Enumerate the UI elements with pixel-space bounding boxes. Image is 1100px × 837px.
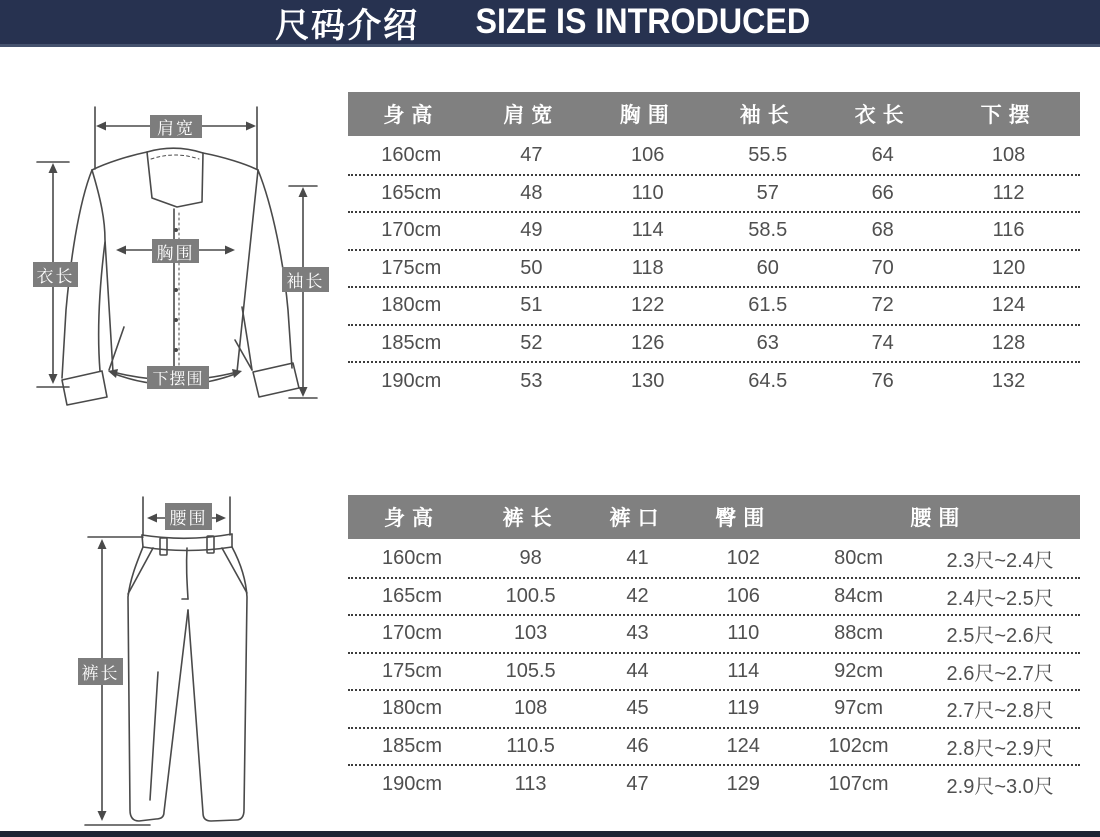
cell: 129 <box>726 773 760 796</box>
footer-bar <box>0 831 1100 837</box>
table-row <box>348 176 1080 214</box>
pants-table-header <box>348 495 1080 539</box>
cell: 80cm <box>834 547 883 570</box>
cell: 119 <box>727 697 760 720</box>
cell: 124 <box>991 294 1026 317</box>
column-header: 身高 <box>384 507 441 530</box>
label-shoulder-width: 肩宽 <box>150 115 202 138</box>
cell: 64 <box>871 144 894 167</box>
cell: 66 <box>871 181 894 204</box>
cell: 120 <box>991 256 1026 279</box>
cell: 124 <box>726 734 760 757</box>
cell: 165cm <box>382 584 443 607</box>
cell: 64.5 <box>748 370 788 393</box>
cell: 2.4尺~2.5尺 <box>946 587 1054 610</box>
cell: 88cm <box>834 622 883 645</box>
column-header: 腰围 <box>910 507 967 530</box>
cell: 48 <box>520 181 543 204</box>
cell: 41 <box>626 547 649 570</box>
cell: 53 <box>520 370 543 393</box>
cell: 52 <box>520 331 543 354</box>
cell: 102cm <box>828 734 889 757</box>
cell: 180cm <box>381 294 442 317</box>
cell: 98 <box>519 547 542 570</box>
table-row <box>348 541 1080 579</box>
column-header: 胸围 <box>619 104 676 127</box>
table-row <box>348 691 1080 729</box>
cell: 55.5 <box>748 144 788 167</box>
cell: 47 <box>626 773 649 796</box>
table-row <box>348 654 1080 692</box>
cell: 170cm <box>382 622 443 645</box>
label-sleeve-length: 袖长 <box>282 267 329 292</box>
pants-measurement-figure <box>60 482 350 834</box>
cell: 108 <box>513 697 548 720</box>
cell: 45 <box>626 697 649 720</box>
cell: 118 <box>631 256 664 279</box>
cell: 108 <box>991 144 1026 167</box>
label-garment-length: 衣长 <box>33 262 78 287</box>
cell: 2.9尺~3.0尺 <box>946 776 1054 799</box>
cell: 130 <box>631 370 665 393</box>
table-row <box>348 213 1080 251</box>
cell: 2.5尺~2.6尺 <box>946 625 1054 648</box>
cell: 128 <box>991 331 1026 354</box>
cell: 112 <box>992 181 1025 204</box>
cell: 105.5 <box>505 659 556 682</box>
cell: 132 <box>991 370 1026 393</box>
cell: 42 <box>626 584 649 607</box>
cell: 106 <box>726 584 760 607</box>
cell: 185cm <box>382 734 443 757</box>
cell: 110.5 <box>506 734 555 757</box>
column-header: 下摆 <box>980 104 1037 127</box>
title-chinese: 尺码介绍 <box>275 6 420 45</box>
cell: 106 <box>631 144 665 167</box>
cell: 68 <box>871 219 894 242</box>
cell: 160cm <box>382 547 443 570</box>
cell: 2.3尺~2.4尺 <box>946 550 1054 573</box>
cell: 2.6尺~2.7尺 <box>946 662 1054 685</box>
cell: 49 <box>520 219 543 242</box>
cell: 102 <box>726 547 760 570</box>
cell: 2.8尺~2.9尺 <box>946 737 1054 760</box>
cell: 60 <box>756 256 779 279</box>
cell: 70 <box>871 256 894 279</box>
label-hem: 下摆围 <box>147 366 209 389</box>
cell: 97cm <box>834 697 883 720</box>
cell: 113 <box>514 773 547 796</box>
shirt-size-table <box>348 92 1080 401</box>
cell: 185cm <box>381 331 442 354</box>
cell: 110 <box>631 181 664 204</box>
cell: 63 <box>756 331 779 354</box>
table-row <box>348 326 1080 364</box>
table-row <box>348 729 1080 767</box>
shirt-measurement-figure <box>8 55 348 420</box>
cell: 100.5 <box>505 584 556 607</box>
cell: 50 <box>520 256 543 279</box>
cell: 107cm <box>828 773 889 796</box>
cell: 160cm <box>381 144 442 167</box>
cell: 74 <box>871 331 894 354</box>
label-pants-length: 裤长 <box>78 658 123 685</box>
cell: 114 <box>631 219 664 242</box>
table-row <box>348 363 1080 401</box>
pants-size-table <box>348 495 1080 804</box>
cell: 116 <box>992 219 1025 242</box>
column-header: 袖长 <box>739 104 796 127</box>
cell: 51 <box>520 294 543 317</box>
title-english: SIZE IS INTRODUCED <box>475 2 811 41</box>
cell: 57 <box>756 181 779 204</box>
table-row <box>348 288 1080 326</box>
label-waist: 腰围 <box>165 503 212 530</box>
shirt-table-body <box>348 138 1080 401</box>
cell: 190cm <box>381 370 442 393</box>
table-row <box>348 138 1080 176</box>
cell: 92cm <box>834 659 883 682</box>
cell: 170cm <box>381 219 442 242</box>
cell: 126 <box>631 331 665 354</box>
column-header: 裤长 <box>502 507 559 530</box>
table-row <box>348 616 1080 654</box>
label-chest: 胸围 <box>152 239 199 263</box>
column-header: 肩宽 <box>503 104 560 127</box>
column-header: 身高 <box>383 104 440 127</box>
cell: 61.5 <box>748 294 788 317</box>
cell: 190cm <box>382 773 443 796</box>
cell: 103 <box>513 622 548 645</box>
column-header: 衣长 <box>854 104 911 127</box>
cell: 58.5 <box>748 219 788 242</box>
shirt-table-header <box>348 92 1080 136</box>
cell: 165cm <box>381 181 442 204</box>
table-row <box>348 766 1080 804</box>
cell: 175cm <box>381 256 442 279</box>
cell: 44 <box>626 659 649 682</box>
header-banner <box>0 0 1100 47</box>
cell: 47 <box>520 144 543 167</box>
cell: 175cm <box>382 659 443 682</box>
pants-table-body <box>348 541 1080 804</box>
column-header: 裤口 <box>609 507 666 530</box>
column-header: 臀围 <box>715 507 772 530</box>
cell: 180cm <box>382 697 443 720</box>
cell: 43 <box>626 622 649 645</box>
table-row <box>348 579 1080 617</box>
cell: 84cm <box>834 584 883 607</box>
cell: 114 <box>727 659 760 682</box>
cell: 110 <box>727 622 760 645</box>
cell: 76 <box>871 370 894 393</box>
cell: 46 <box>626 734 649 757</box>
cell: 2.7尺~2.8尺 <box>946 700 1054 723</box>
cell: 72 <box>871 294 894 317</box>
table-row <box>348 251 1080 289</box>
cell: 122 <box>631 294 665 317</box>
